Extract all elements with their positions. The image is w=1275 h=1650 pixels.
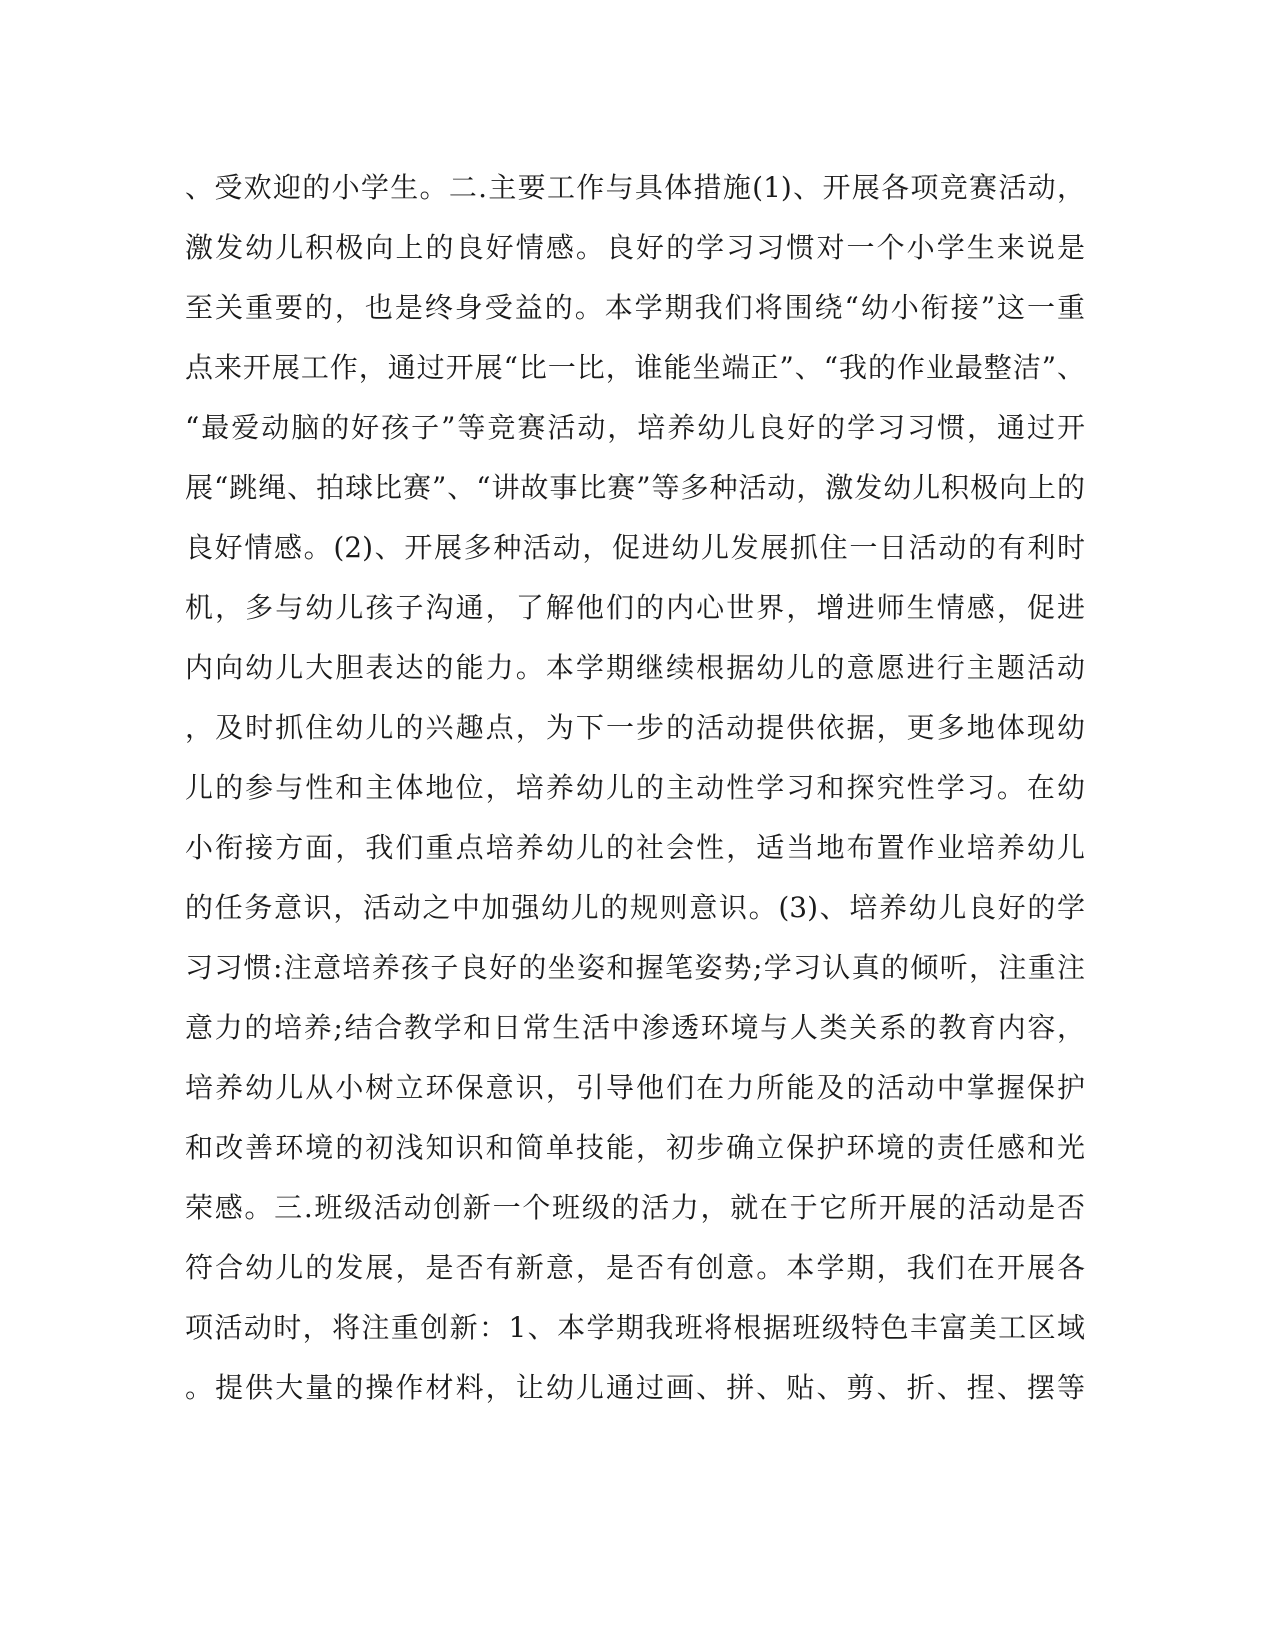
- text-line: 点来开展工作，通过开展“比一比，谁能坐端正”、“我的作业最整洁”、: [185, 351, 1085, 384]
- text-line: ，及时抓住幼儿的兴趣点，为下一步的活动提供依据，更多地体现幼: [185, 711, 1085, 744]
- text-line: 的任务意识，活动之中加强幼儿的规则意识。(3)、培养幼儿良好的学: [185, 891, 1085, 924]
- text-line: 习习惯:注意培养孩子良好的坐姿和握笔姿势;学习认真的倾听，注重注: [185, 951, 1085, 984]
- text-line: 机，多与幼儿孩子沟通，了解他们的内心世界，增进师生情感，促进: [185, 591, 1085, 624]
- text-line: 荣感。三.班级活动创新一个班级的活力，就在于它所开展的活动是否: [185, 1191, 1085, 1224]
- text-line: 激发幼儿积极向上的良好情感。良好的学习习惯对一个小学生来说是: [185, 231, 1085, 264]
- text-line: 。提供大量的操作材料，让幼儿通过画、拼、贴、剪、折、捏、摆等: [185, 1371, 1085, 1404]
- text-line: 展“跳绳、拍球比赛”、“讲故事比赛”等多种活动，激发幼儿积极向上的: [185, 471, 1085, 504]
- text-line: 和改善环境的初浅知识和简单技能，初步确立保护环境的责任感和光: [185, 1131, 1085, 1164]
- text-line: 符合幼儿的发展，是否有新意，是否有创意。本学期，我们在开展各: [185, 1251, 1085, 1284]
- text-line: “最爱动脑的好孩子”等竞赛活动，培养幼儿良好的学习习惯，通过开: [185, 411, 1085, 444]
- text-line: 良好情感。(2)、开展多种活动，促进幼儿发展抓住一日活动的有利时: [185, 531, 1085, 564]
- text-line: 内向幼儿大胆表达的能力。本学期继续根据幼儿的意愿进行主题活动: [185, 651, 1085, 684]
- text-line: 项活动时，将注重创新：1、本学期我班将根据班级特色丰富美工区域: [185, 1311, 1085, 1344]
- text-line: 培养幼儿从小树立环保意识，引导他们在力所能及的活动中掌握保护: [185, 1071, 1085, 1104]
- text-line: 、受欢迎的小学生。二.主要工作与具体措施(1)、开展各项竞赛活动，: [185, 171, 1085, 204]
- body-text: [185, 158, 1085, 1418]
- text-line: 意力的培养;结合教学和日常生活中渗透环境与人类关系的教育内容，: [185, 1011, 1085, 1044]
- text-line: 至关重要的，也是终身受益的。本学期我们将围绕“幼小衔接”这一重: [185, 291, 1085, 324]
- text-line: 小衔接方面，我们重点培养幼儿的社会性，适当地布置作业培养幼儿: [185, 831, 1085, 864]
- text-line: 儿的参与性和主体地位，培养幼儿的主动性学习和探究性学习。在幼: [185, 771, 1085, 804]
